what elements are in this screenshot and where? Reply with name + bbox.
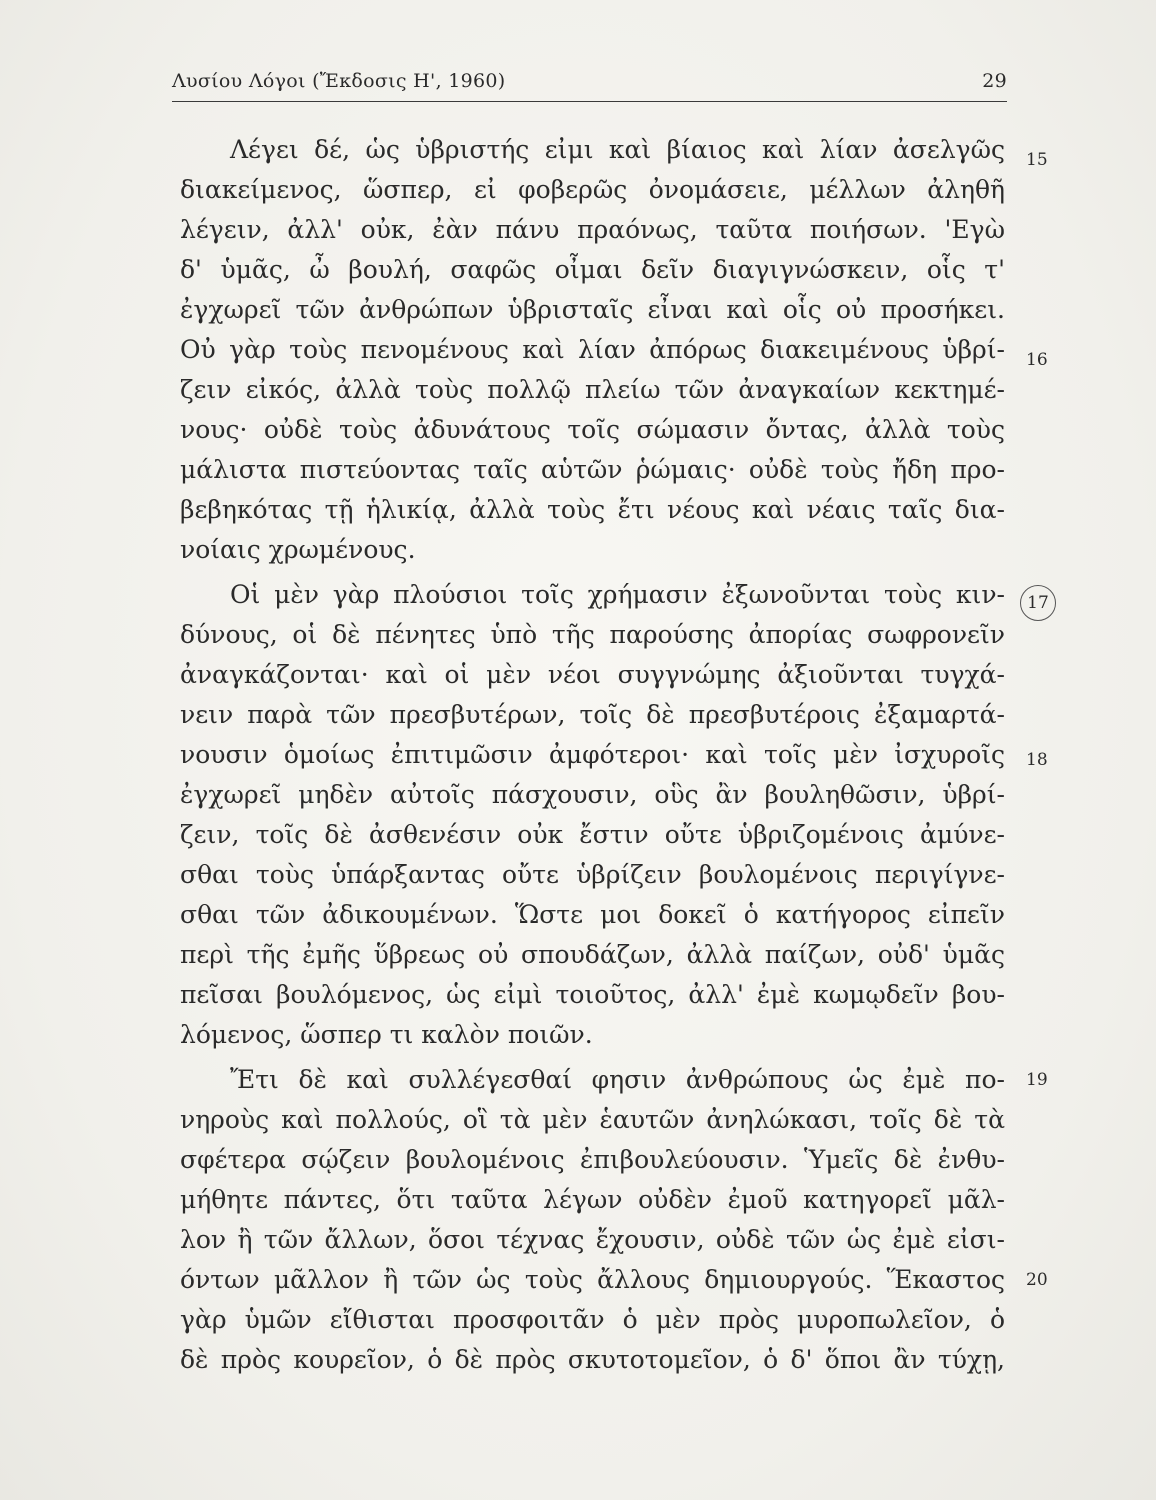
text-line: βεβηκότας τῇ ἡλικίᾳ, ἀλλὰ τοὺς ἔτι νέους καὶ νέαις ταῖς δια- — [180, 495, 1005, 524]
text-line: ἐγχωρεῖ μηδὲν αὐτοῖς πάσχουσιν, οὓς ἂν βουληθῶσιν, ὑβρί- — [180, 780, 1005, 809]
text-line: Οἱ μὲν γὰρ πλούσιοι τοῖς χρήμασιν ἐξωνοῦνται τοὺς κιν- — [230, 580, 1005, 609]
section-number-circled: 17 — [1020, 585, 1056, 621]
section-number: 18 — [1026, 750, 1048, 770]
text-line: δύνους, οἱ δὲ πένητες ὑπὸ τῆς παρούσης ἀπορίας σωφρονεῖν — [180, 620, 1005, 649]
text-line: Οὐ γὰρ τοὺς πενομένους καὶ λίαν ἀπόρως διακειμένους ὑβρί- — [180, 335, 1005, 364]
text-line: λον ἢ τῶν ἄλλων, ὅσοι τέχνας ἔχουσιν, οὐδὲ τῶν ὡς ἐμὲ εἰσι- — [180, 1225, 1005, 1254]
text-line: σφέτερα σῴζειν βουλομένοις ἐπιβουλεύουσιν. Ὑμεῖς δὲ ἐνθυ- — [180, 1145, 1005, 1174]
text-line: γὰρ ὑμῶν εἴθισται προσφοιτᾶν ὁ μὲν πρὸς μυροπωλεῖον, ὁ — [180, 1305, 1005, 1334]
text-line: ζειν εἰκός, ἀλλὰ τοὺς πολλῷ πλείω τῶν ἀναγκαίων κεκτημέ- — [180, 375, 1005, 404]
text-line: περὶ τῆς ἐμῆς ὕβρεως οὐ σπουδάζων, ἀλλὰ παίζων, οὐδ' ὑμᾶς — [180, 940, 1005, 969]
running-header — [172, 70, 1007, 100]
text-line: Ἔτι δὲ καὶ συλλέγεσθαί φησιν ἀνθρώπους ὡς ἐμὲ πο- — [230, 1065, 1005, 1094]
text-line: όντων μᾶλλον ἢ τῶν ὡς τοὺς ἄλλους δημιουργούς. Ἕκαστος — [180, 1265, 1005, 1294]
text-line: μάλιστα πιστεύοντας ταῖς αὑτῶν ῥώμαις· οὐδὲ τοὺς ἤδη προ- — [180, 455, 1005, 484]
text-line: πεῖσαι βουλόμενος, ὡς εἰμὶ τοιοῦτος, ἀλλ' ἐμὲ κωμῳδεῖν βου- — [180, 980, 1005, 1009]
text-line: ἀναγκάζονται· καὶ οἱ μὲν νέοι συγγνώμης ἀξιοῦνται τυγχά- — [180, 660, 1005, 689]
text-line: σθαι τῶν ἀδικουμένων. Ὥστε μοι δοκεῖ ὁ κατήγορος εἰπεῖν — [180, 900, 1005, 929]
section-number: 16 — [1026, 350, 1048, 370]
header-title: Λυσίου Λόγοι (Ἔκδοσις Η', 1960) — [172, 70, 506, 92]
text-line: νοίαις χρωμένους. — [180, 535, 416, 564]
header-rule — [172, 101, 1007, 102]
text-line: νουσιν ὁμοίως ἐπιτιμῶσιν ἀμφότεροι· καὶ τοῖς μὲν ἰσχυροῖς — [180, 740, 1005, 769]
text-line: μήθητε πάντες, ὅτι ταῦτα λέγων οὐδὲν ἐμοῦ κατηγορεῖ μᾶλ- — [180, 1185, 1005, 1214]
text-line: διακείμενος, ὥσπερ, εἰ φοβερῶς ὀνομάσειε, μέλλων ἀληθῆ — [180, 175, 1005, 204]
section-number: 20 — [1026, 1270, 1048, 1290]
text-line: Λέγει δέ, ὡς ὑβριστής εἰμι καὶ βίαιος καὶ λίαν ἀσελγῶς — [230, 135, 1005, 164]
text-line: ζειν, τοῖς δὲ ἀσθενέσιν οὐκ ἔστιν οὔτε ὑβριζομένοις ἀμύνε- — [180, 820, 1005, 849]
text-line: λέγειν, ἀλλ' οὐκ, ἐὰν πάνυ πραόνως, ταῦτα ποιήσων. 'Εγὼ — [180, 215, 1005, 244]
text-line: λόμενος, ὥσπερ τι καλὸν ποιῶν. — [180, 1020, 593, 1049]
text-line: νηροὺς καὶ πολλούς, οἳ τὰ μὲν ἑαυτῶν ἀνηλώκασι, τοῖς δὲ τὰ — [180, 1105, 1005, 1134]
section-number: 15 — [1026, 150, 1048, 170]
text-line: δ' ὑμᾶς, ὦ βουλή, σαφῶς οἶμαι δεῖν διαγιγνώσκειν, οἷς τ' — [180, 255, 1005, 284]
text-line: νειν παρὰ τῶν πρεσβυτέρων, τοῖς δὲ πρεσβυτέροις ἐξαμαρτά- — [180, 700, 1005, 729]
text-line: νους· οὐδὲ τοὺς ἀδυνάτους τοῖς σώμασιν ὄντας, ἀλλὰ τοὺς — [180, 415, 1005, 444]
page-number: 29 — [982, 70, 1007, 92]
text-line: δὲ πρὸς κουρεῖον, ὁ δὲ πρὸς σκυτοτομεῖον, ὁ δ' ὅποι ἂν τύχῃ, — [180, 1345, 1005, 1374]
text-line: σθαι τοὺς ὑπάρξαντας οὔτε ὑβρίζειν βουλομένοις περιγίγνε- — [180, 860, 1005, 889]
text-line: ἐγχωρεῖ τῶν ἀνθρώπων ὑβρισταῖς εἶναι καὶ οἷς οὐ προσήκει. — [180, 295, 1005, 324]
section-number: 19 — [1026, 1070, 1048, 1090]
